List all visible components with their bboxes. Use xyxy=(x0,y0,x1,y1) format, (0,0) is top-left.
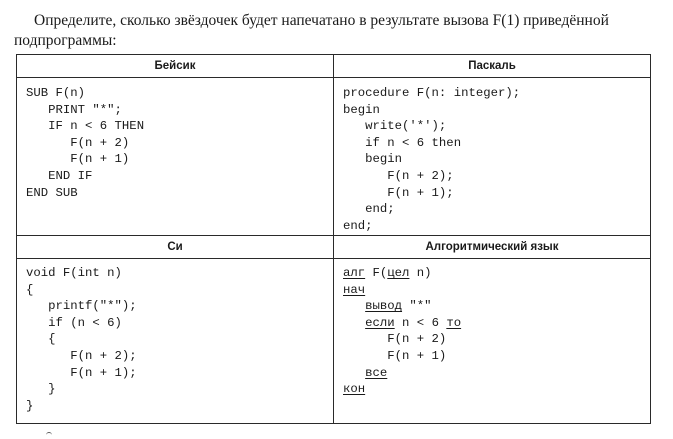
code-line: F(n + 1); xyxy=(26,365,137,380)
code-line: if n < 6 then xyxy=(343,135,462,150)
keyword: то xyxy=(446,315,462,330)
code-line xyxy=(334,381,650,398)
header-c: Си xyxy=(17,236,334,259)
code-pascal xyxy=(334,78,651,236)
code-line: printf("*"); xyxy=(26,299,137,314)
code-line: { xyxy=(26,282,34,297)
code-line: F(n + 2) xyxy=(343,332,447,347)
keyword: цел xyxy=(387,266,410,280)
indent xyxy=(343,299,365,313)
task-text: Определите, сколько звёздочек будет напечатано в результате вызова F(1) приведённой подпрограммы: xyxy=(14,12,609,49)
code-c xyxy=(17,259,334,424)
code-line: begin xyxy=(343,102,380,117)
header-algo: Алгоритмический язык xyxy=(334,236,651,259)
code-line: F(n + 2); xyxy=(343,168,454,183)
code-line: write('*'); xyxy=(343,119,447,134)
code-line: F(n + 2); xyxy=(26,348,137,363)
code-line: END SUB xyxy=(26,185,78,200)
code-text: n) xyxy=(409,266,432,280)
indent xyxy=(343,316,365,330)
header-pascal: Паскаль xyxy=(334,55,651,78)
code-line: F(n + 1); xyxy=(343,185,454,200)
code-line: END IF xyxy=(26,168,93,183)
code-algo xyxy=(334,259,651,424)
code-line: begin xyxy=(343,152,403,167)
code-line: } xyxy=(26,398,34,413)
code-line xyxy=(334,365,650,382)
code-line: { xyxy=(26,332,56,347)
header-basic: Бейсик xyxy=(17,55,334,78)
code-line: F(n + 2) xyxy=(26,135,130,150)
keyword: нач xyxy=(343,282,366,297)
keyword: кон xyxy=(343,382,366,397)
next-paragraph-fragment xyxy=(46,432,52,437)
code-text: F( xyxy=(365,266,388,280)
code-line xyxy=(334,315,650,332)
code-table xyxy=(16,54,651,424)
code-line xyxy=(334,282,650,299)
code-line: procedure F(n: integer); xyxy=(343,86,521,100)
code-line xyxy=(334,265,650,282)
code-line: } xyxy=(26,382,56,397)
code-line: void F(int n) xyxy=(26,266,122,280)
keyword: все xyxy=(365,365,388,380)
indent xyxy=(343,366,365,380)
code-line: IF n < 6 THEN xyxy=(26,119,145,134)
code-line: PRINT "*"; xyxy=(26,102,122,117)
code-text: "*" xyxy=(402,299,432,314)
keyword: вывод xyxy=(365,299,403,314)
code-line: end; xyxy=(343,202,395,217)
code-basic xyxy=(17,78,334,236)
keyword: алг xyxy=(343,266,366,280)
code-line: end; xyxy=(343,218,373,233)
code-line xyxy=(334,298,650,315)
code-text: n < 6 xyxy=(394,315,447,330)
keyword: если xyxy=(365,315,395,330)
code-line: F(n + 1) xyxy=(26,152,130,167)
code-line: F(n + 1) xyxy=(343,348,447,363)
code-line: if (n < 6) xyxy=(26,315,122,330)
code-line: SUB F(n) xyxy=(26,86,86,100)
